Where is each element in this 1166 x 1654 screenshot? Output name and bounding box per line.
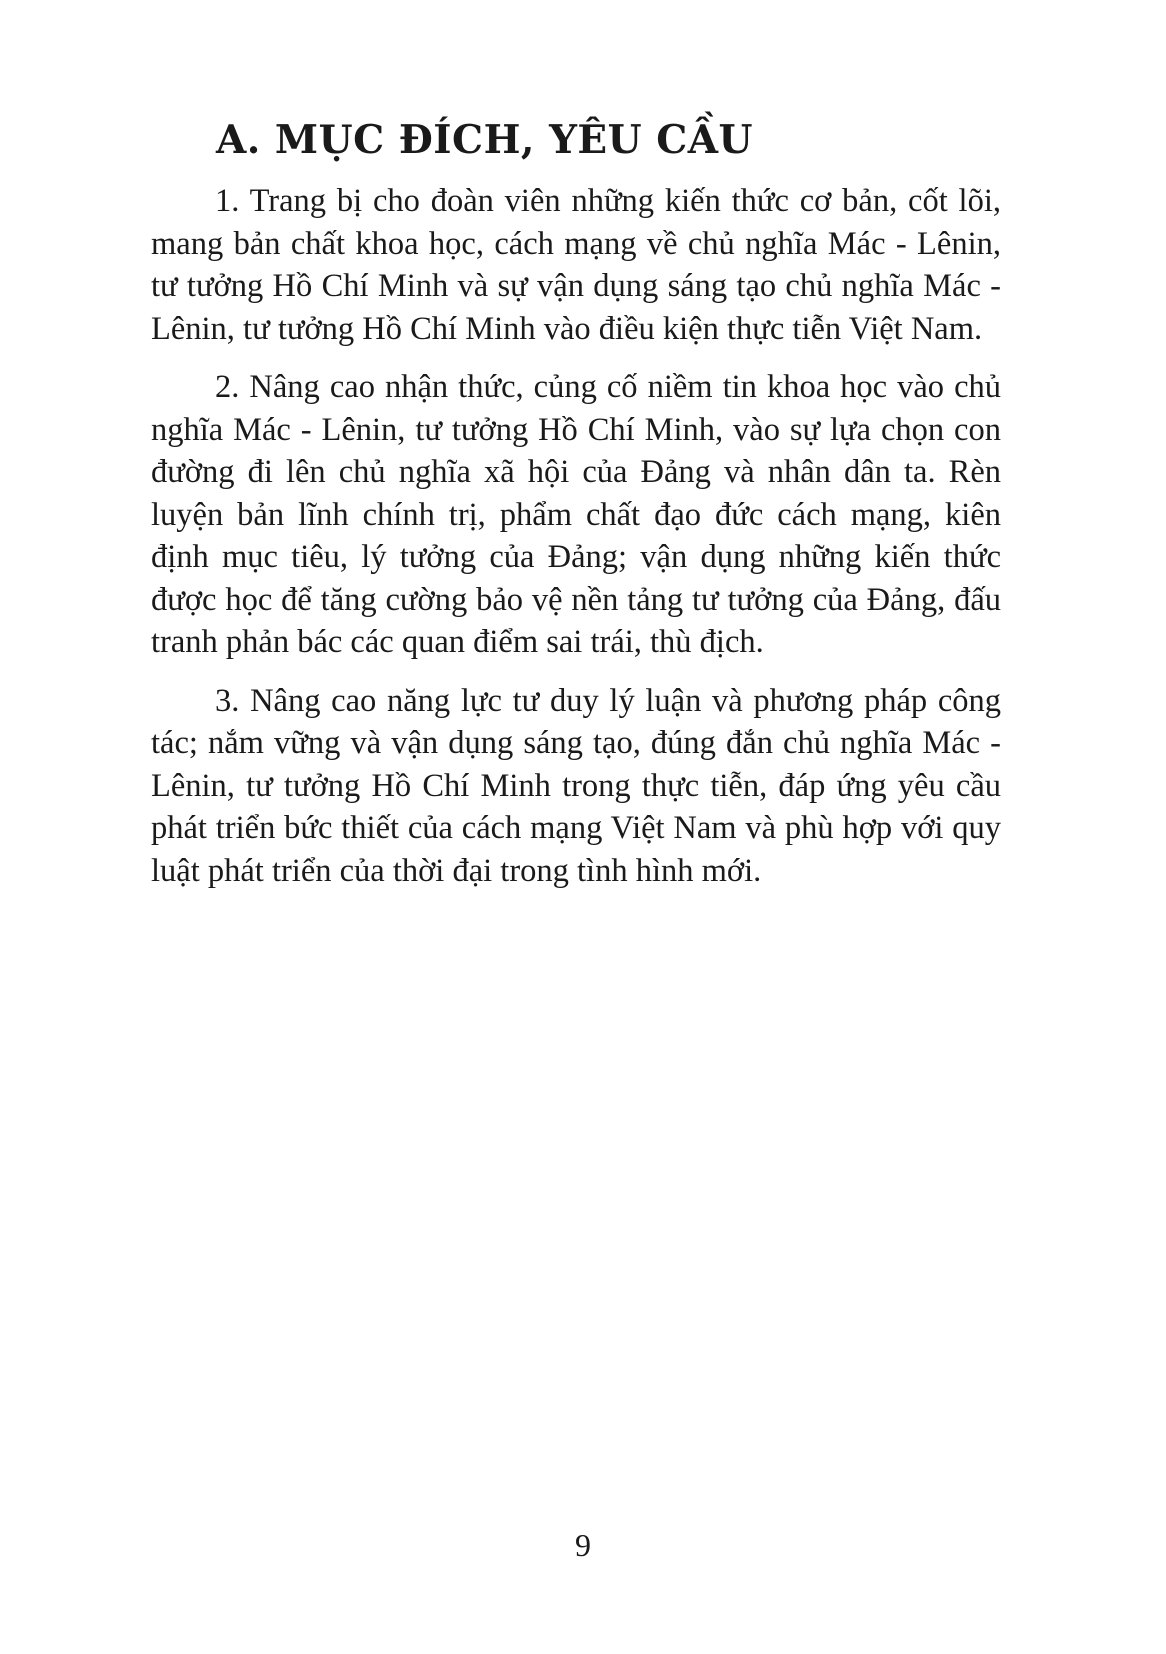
- paragraph-3: 3. Nâng cao năng lực tư duy lý luận và phương pháp công tác; nắm vững và vận dụng sáng tạo, đúng đắn chủ nghĩa Mác - Lênin, tư tưởng Hồ Chí Minh trong thực tiễn, đáp ứng yêu cầu phát triển bức thiết của cách mạng Việt Nam và phù hợp với quy luật phát triển của thời đại trong tình hình mới.: [151, 682, 1001, 889]
- body-text: [151, 180, 1001, 908]
- paragraph-2: 2. Nâng cao nhận thức, củng cố niềm tin khoa học vào chủ nghĩa Mác - Lênin, tư tưởng Hồ Chí Minh, vào sự lựa chọn con đường đi lên chủ nghĩa xã hội của Đảng và nhân dân ta. Rèn luyện bản lĩnh chính trị, phẩm chất đạo đức cách mạng, kiên định mục tiêu, lý tưởng của Đảng; vận dụng những kiến thức được học để tăng cường bảo vệ nền tảng tư tưởng của Đảng, đấu tranh phản bác các quan điểm sai trái, thù địch.: [151, 369, 1001, 660]
- page-number: 9: [575, 1527, 591, 1563]
- section-heading: A. MỤC ĐÍCH, YÊU CẦU: [216, 117, 754, 163]
- paragraph-1: 1. Trang bị cho đoàn viên những kiến thức cơ bản, cốt lõi, mang bản chất khoa học, cách mạng về chủ nghĩa Mác - Lênin, tư tưởng Hồ Chí Minh và sự vận dụng sáng tạo chủ nghĩa Mác - Lênin, tư tưởng Hồ Chí Minh vào điều kiện thực tiễn Việt Nam.: [151, 183, 1001, 347]
